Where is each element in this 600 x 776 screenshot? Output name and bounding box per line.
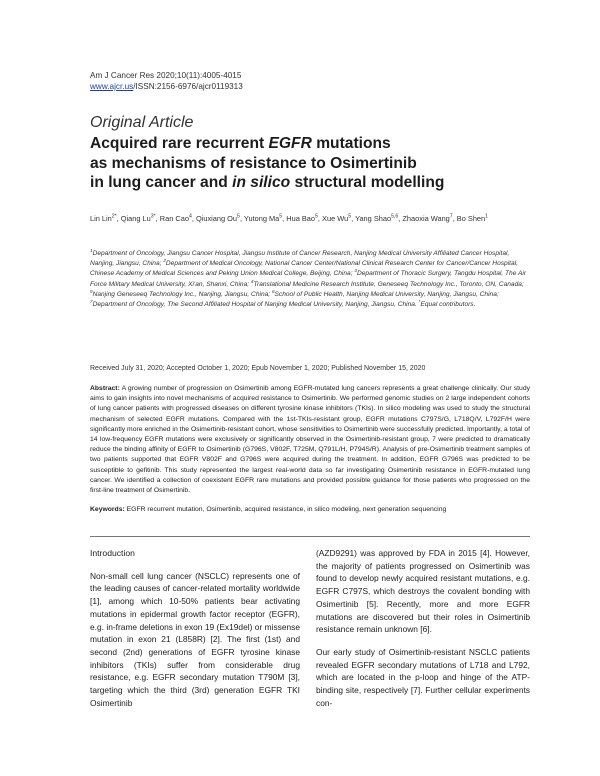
author-list: Lin Lin$^{2*}$, Qiang $Lu^{3*}$, Ran Cao$^4$, Qiuxiang Ou$^5$, Yutong Ma$^5$, Hua Bao$^5$, Xue Wu$^5$, Yang Shao$^{5,6}$, Zhaoxia Wang$^7$, Bo Shen$^1$ (90, 213, 489, 223)
affiliation-text: Department of Thoracic Surgery, Tangdu Hospital, The Air Force Military Medical University, Xi'an, Shanxi, China; (90, 270, 527, 288)
keywords-text: EGFR recurrent mutation, Osimertinib, acquired resistance, in silico modeling, next generation sequencing (126, 506, 447, 513)
author-name: Yang Shao (355, 214, 392, 223)
author-affiliation-marker: 2* (111, 213, 117, 220)
publication-dates: Received July 31, 2020; Accepted October 1, 2020; Epub November 1, 2020; Published November 15, 2020 (90, 365, 426, 372)
abstract-text: A growing number of progression on Osimertinib among EGFR-mutated lung cancers represents a great challenge clinically. Our study aims to gain insights into novel mechanisms of acquired resistance to Osimertinib. We performed genomic studies on 2 large independent cohorts of lung cancer patients with progressed diseases on different tyrosine kinase inhibitors (TKIs). In silico modeling was used to study the structural mechanism of selected EGFR mutations. Compared with the 1st-TKIs-resistant group, EGFR mutations C797S/G, L718Q/V, L792F/H were significantly more enriched in the Osimertinib-resistant cohort, whose sensitivities to Osimertinib were successfully predicted. Importantly, a total of 14 low-frequency EGFR mutations were exclusively or significantly observed in the Osimertinib-resistant group, 7 were predicted to dramatically reduce the binding affinity of EGFR to Osimertinib (G796S, V802F, T725M, Q791L/H, P794S/R). Analysis of pre-Osimertinib treatment samples of two patients supported that EGFR V802F and G796S were acquired during the treatment. In addition, EGFR G796S was predicted to be susceptible to gefitinib. This study represented the largest real-world data so far investigating Osimertinib resistance in EGFR-mutated lung cancer. We identified a collection of coexistent EGFR rare mutations and provided possible guidance for those patients who progressed on the first-line treatment of Osimertinib. (90, 385, 530, 495)
title-line-3 (90, 173, 530, 193)
author-affiliation-marker: 1 (485, 213, 489, 220)
article-type: Original Article (90, 114, 194, 131)
section-divider (90, 536, 530, 537)
author-name: Zhaoxia Wang (402, 214, 450, 223)
affiliation-number: 6 (271, 288, 275, 294)
author-name: Hua Bao (286, 214, 316, 223)
author-name: Xue Wu (322, 214, 349, 223)
journal-issn: /ISSN:2156-6976/ajcr0119313 (133, 82, 243, 91)
author-name: Ran Cao (159, 214, 189, 223)
title-text: Acquired rare recurrent (90, 135, 269, 152)
body-column-left (90, 547, 300, 719)
affiliation-text: Translational Medicine Research Institute, Geneseeq Technology Inc., Toronto, ON, Canada; (253, 280, 524, 288)
affiliations (90, 249, 530, 310)
body-paragraph: (AZD9291) was approved by FDA in 2015 [4]. However, the majority of patients progressed on Osimertinib was found to develop newly acquired resistant mutations, e.g. EGFR C797S, which destroys the covalent bonding with Osimertinib [5]. Recently, more and more EGFR mutations are discovered but their roles in Osimertinib resistance remain unknown [6]. (316, 548, 530, 635)
title-text: mutations (311, 135, 391, 152)
author-name: Qiang Lu (120, 214, 151, 223)
author-affiliation-marker: 5 (279, 213, 283, 220)
affiliation-number: 7 (90, 298, 93, 304)
author-affiliation-marker: 5,6 (391, 213, 399, 220)
affiliation-number: 5 (90, 288, 93, 294)
affiliation-number: 3 (354, 268, 357, 274)
section-heading-introduction: Introduction (90, 548, 135, 558)
author-affiliation-marker: 7 (449, 213, 453, 220)
affiliation-number: 2 (163, 258, 166, 264)
journal-citation: Am J Cancer Res 2020;10(11):4005-4015 (90, 71, 242, 80)
body-paragraph: Our early study of Osimertinib-resistant NSCLC patients revealed EGFR secondary mutations of L718 and L792, which are located in the p-loop and hinge of the ATP-binding site, respectively [7]. Further cellular experiments con- (316, 646, 530, 708)
author-affiliation-marker: 3* (150, 213, 156, 220)
abstract (90, 384, 530, 496)
keywords (90, 505, 530, 515)
author-affiliation-marker: 5 (237, 213, 240, 220)
affiliation-text: Department of Oncology, The Second Affiliated Hospital of Nanjing Medical University, Nanjing, Jiangsu, China. (92, 301, 419, 309)
affiliation-text: Equal contributors. (420, 301, 476, 309)
body-column-right (316, 547, 530, 719)
affiliation-number: 1 (90, 247, 93, 253)
title-line-1 (90, 134, 530, 154)
affiliation-text: Department of Medical Oncology, National Cancer Center/National Clinical Research Center for Cancer/Cancer Hospital, Chinese Academy of Medical Sciences and Peking Union Medical College, Beijing, China; (90, 260, 518, 278)
author-name: Lin Lin (90, 214, 112, 223)
journal-link-line (90, 81, 243, 92)
author-affiliation-marker: 5 (348, 213, 352, 220)
affiliation-text: Department of Oncology, Jiangsu Cancer Hospital, Jiangsu Institute of Cancer Research, Nanjing Medical University Affiliated Cancer Hospital, Nanjing, Jiangsu, China; (90, 250, 510, 268)
author-name: Yutong Ma (243, 214, 280, 223)
affiliation-number: 4 (250, 278, 254, 284)
author-affiliation-marker: 5 (315, 213, 318, 220)
keywords-label: Keywords: (90, 506, 125, 513)
author-name: Bo Shen (456, 214, 486, 223)
journal-url-link[interactable]: www.ajcr.us (90, 82, 134, 91)
journal-info (90, 70, 243, 92)
abstract-label: Abstract: (90, 385, 120, 392)
affiliation-number: * (418, 298, 421, 304)
title-text: structural modelling (290, 174, 445, 191)
article-title (90, 134, 530, 193)
title-gene: EGFR (268, 135, 312, 152)
title-italic: in silico (232, 174, 291, 191)
title-line-2: as mechanisms of resistance to Osimertinib (90, 154, 417, 172)
author-name: Qiuxiang Ou (195, 214, 238, 223)
author-affiliation-marker: 4 (188, 213, 192, 220)
title-text: in lung cancer and (90, 174, 233, 191)
affiliation-text: Nanjing Geneseeq Technology Inc., Nanjing, Jiangsu, China; (92, 290, 272, 298)
affiliation-text: School of Public Health, Nanjing Medical University, Nanjing, Jiangsu, China; (274, 290, 499, 298)
body-paragraph: Non-small cell lung cancer (NSCLC) represents one of the leading causes of cancer-related mortality worldwide [1], among which 10-50% patients bear activating mutations in epidermal growth factor receptor (EGFR), e.g. in-frame deletions in exon 19 (Ex19del) or missense mutation in exon 21 (L858R) [2]. The first (1st) and second (2nd) generations of EGFR tyrosine kinase inhibitors (TKIs) suffer from considerable drug resistance, e.g. EGFR secondary mutation T790M [3], targeting which the third (3rd) generation EGFR TKI Osimertinib (90, 570, 300, 708)
